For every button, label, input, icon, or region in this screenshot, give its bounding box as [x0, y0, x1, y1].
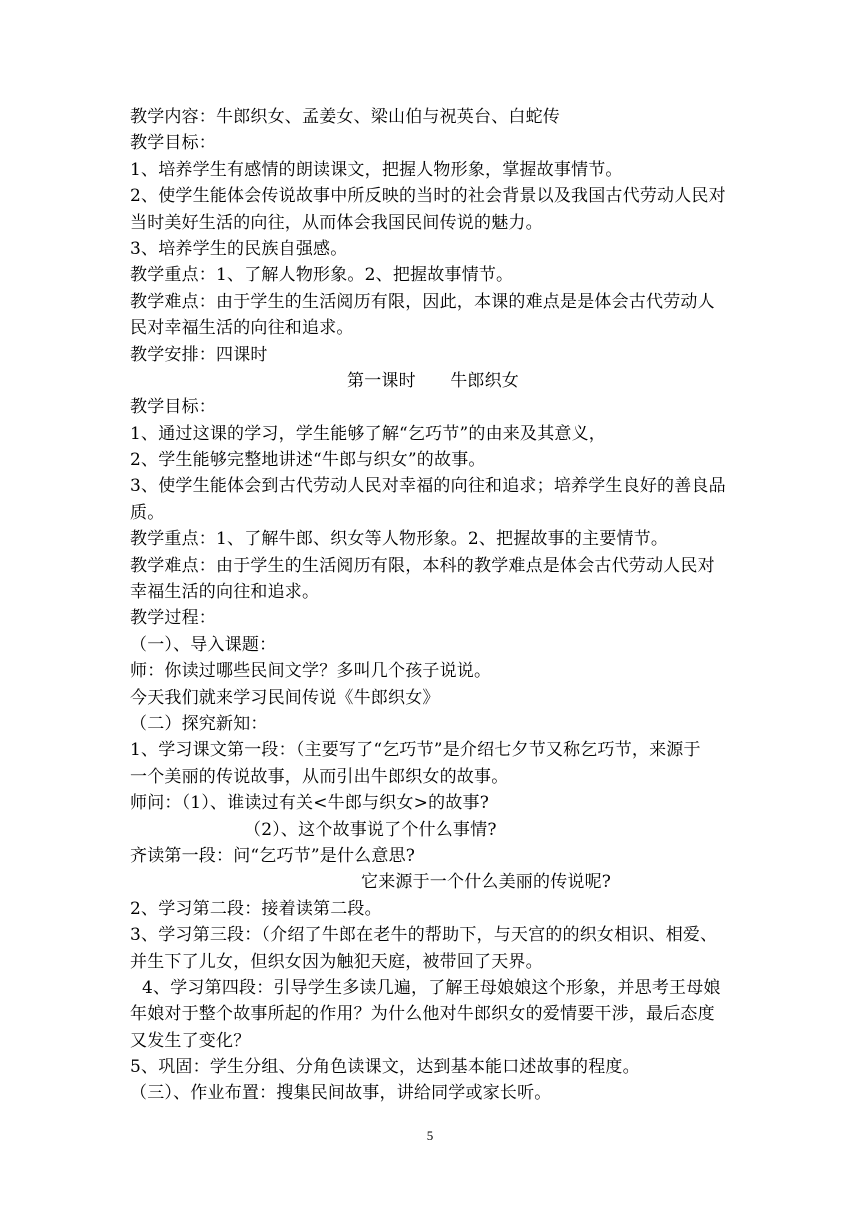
homework-line: （三）、作业布置：搜集民间故事，讲给同学或家长听。 — [130, 1083, 552, 1104]
study-paragraph-2-line: 2、学习第二段：接着读第二段。 — [130, 898, 382, 919]
read-aloud-line: 齐读第一段：问“乞巧节”是什么意思? — [130, 845, 416, 866]
study-paragraph-3-continued-line: 并生下了儿女，但织女因为触犯天庭，被带回了天界。 — [130, 951, 543, 972]
study-paragraph-1-continued-line: 一个美丽的传说故事，从而引出牛郎织女的故事。 — [130, 766, 509, 787]
read-aloud-question-line: 它来源于一个什么美丽的传说呢? — [361, 872, 612, 893]
study-paragraph-4-line: 4、学习第四段：引导学生多读几遍，了解王母娘娘这个形象，并思考王母娘 — [142, 977, 721, 998]
lesson-goal-3-continued-line: 质。 — [130, 502, 165, 523]
lesson-goal-2-line: 2、学生能够完整地讲述“牛郎与织女”的故事。 — [130, 450, 486, 471]
study-paragraph-3-line: 3、学习第三段：（介绍了牛郎在老牛的帮助下，与天宫的的织女相识、相爱、 — [130, 925, 718, 946]
lesson-one-title: 第一课时 牛郎织女 — [347, 370, 519, 391]
introduction-line: 今天我们就来学习民间传说《牛郎织女》 — [130, 687, 440, 708]
difficulty-line: 教学难点：由于学生的生活阅历有限，因此，本课的难点是是体会古代劳动人 — [130, 291, 715, 312]
study-paragraph-4-continued-line: 年娘对于整个故事所起的作用？为什么他对牛郎织女的爱情要干涉，最后态度 — [130, 1004, 715, 1025]
page-number: 5 — [426, 1128, 434, 1143]
lesson-difficulty-line: 教学难点：由于学生的生活阅历有限，本科的教学难点是体会古代劳动人民对 — [130, 555, 715, 576]
study-paragraph-4-end-line: 又发生了变化？ — [130, 1030, 251, 1051]
lesson-goal-1-line: 1、通过这课的学习，学生能够了解“乞巧节”的由来及其意义， — [130, 423, 606, 444]
goal-2-continued-line: 当时美好生活的向往，从而体会我国民间传说的魅力。 — [130, 212, 543, 233]
goal-3-line: 3、培养学生的民族自强感。 — [130, 238, 348, 259]
study-paragraph-1-line: 1、学习课文第一段：（主要写了“乞巧节”是介绍七夕节又称乞巧节，来源于 — [130, 740, 701, 761]
difficulty-continued-line: 民对幸福生活的向往和追求。 — [130, 318, 354, 339]
consolidation-line: 5、巩固：学生分组、分角色读课文，达到基本能口述故事的程度。 — [130, 1057, 640, 1078]
lesson-goals-heading: 教学目标： — [130, 397, 216, 418]
teacher-ask-line: 师问：（1）、谁读过有关<牛郎与织女>的故事? — [130, 793, 490, 814]
goal-2-line: 2、使学生能体会传说故事中所反映的当时的社会背景以及我国古代劳动人民对 — [130, 186, 726, 207]
teaching-goals-heading: 教学目标： — [130, 133, 216, 154]
schedule-line: 教学安排：四课时 — [130, 344, 268, 365]
section-one-heading: （一）、导入课题： — [130, 634, 277, 655]
goal-1-line: 1、培养学生有感情的朗读课文，把握人物形象，掌握故事情节。 — [130, 159, 623, 180]
teaching-content-line: 教学内容：牛郎织女、孟姜女、梁山伯与祝英台、白蛇传 — [130, 107, 560, 127]
teacher-question-line: 师：你读过哪些民间文学？多叫几个孩子说说。 — [130, 661, 492, 682]
lesson-goal-3-line: 3、使学生能体会到古代劳动人民对幸福的向往和追求；培养学生良好的善良品 — [130, 476, 726, 497]
teacher-ask-2-line: （2）、这个故事说了个什么事情? — [244, 819, 497, 840]
key-points-line: 教学重点：1、了解人物形象。2、把握故事情节。 — [130, 265, 514, 286]
document-body — [130, 104, 736, 1107]
lesson-difficulty-continued-line: 幸福生活的向往和追求。 — [130, 582, 320, 603]
process-heading: 教学过程： — [130, 608, 216, 629]
lesson-key-points-line: 教学重点：1、了解牛郎、织女等人物形象。2、把握故事的主要情节。 — [130, 529, 669, 550]
section-two-heading: （二）探究新知： — [130, 713, 268, 734]
